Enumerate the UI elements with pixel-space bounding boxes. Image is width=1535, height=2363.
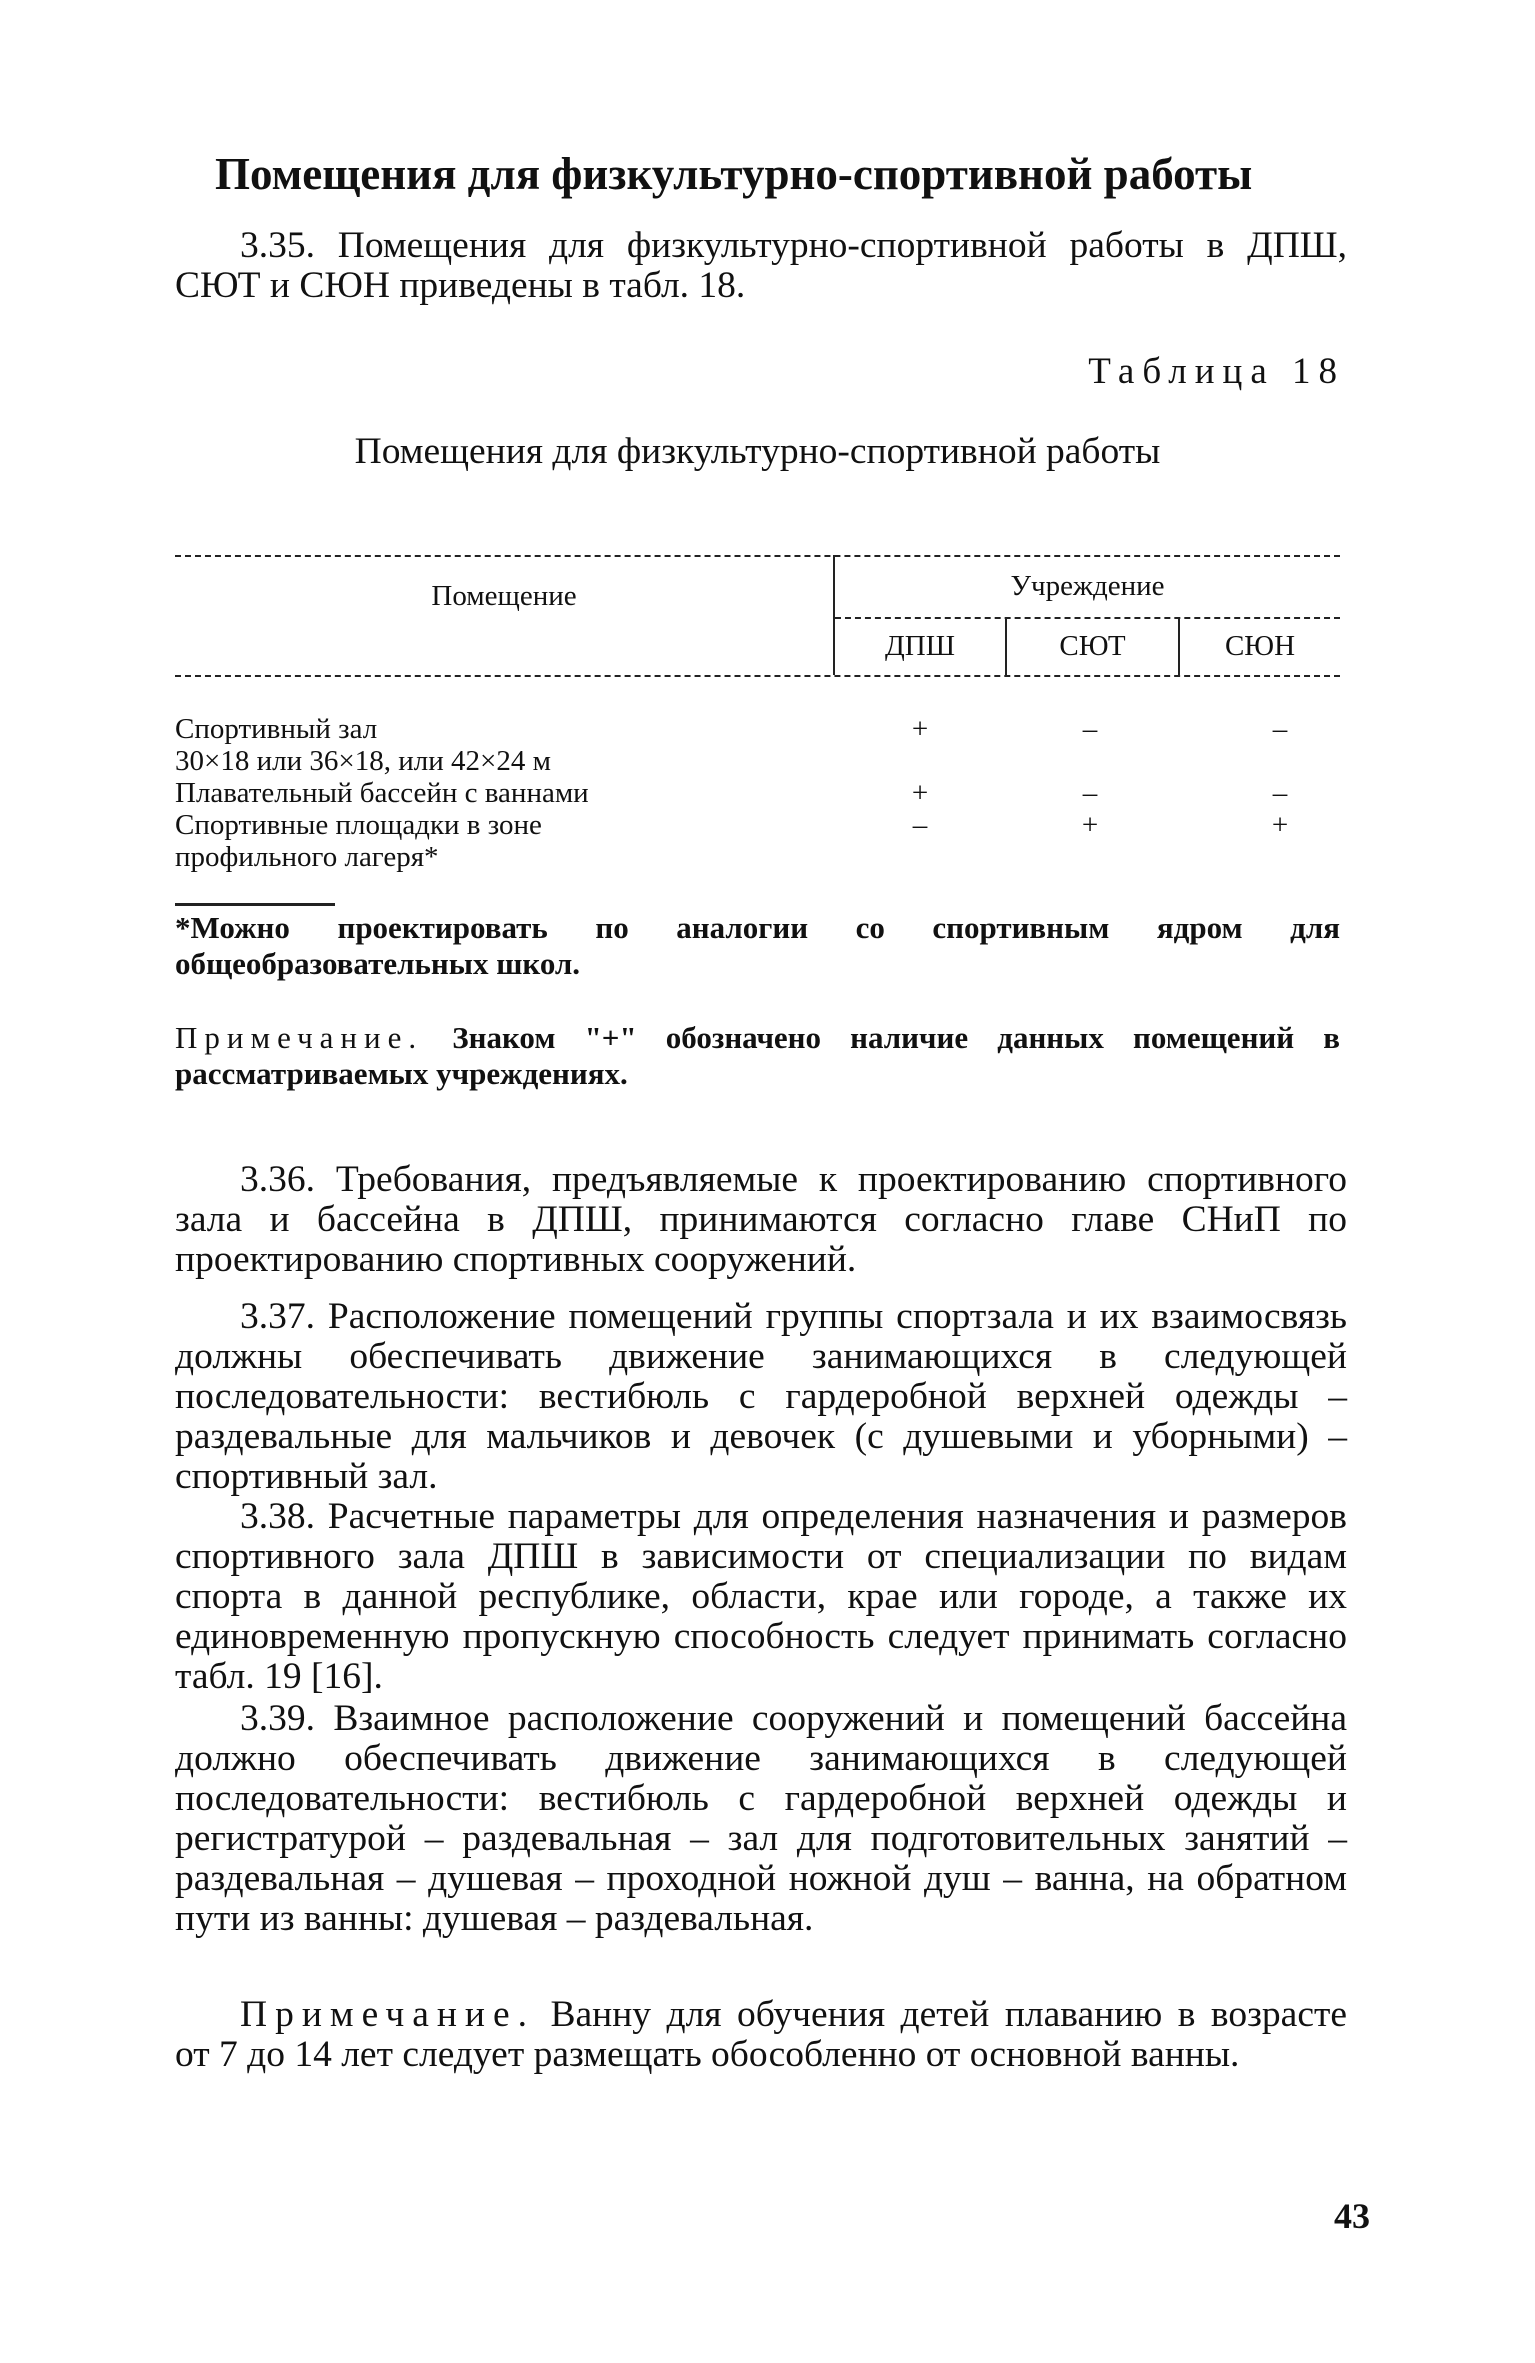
footnote: *Можно проектировать по аналогии со спортивным ядром для общеобразовательных школ. (175, 910, 1340, 981)
paragraph-3-38: 3.38. Расчетные параметры для определения назначения и размеров спортивного зала ДПШ в зависимости от специализации по видам спорта в данной республике, области, крае или городе, а также их единовременную пропускную способность следует принимать согласно табл. 19 [16]. (175, 1496, 1347, 1697)
row-label (175, 777, 735, 809)
row-label-line1: Спортивный зал (175, 713, 378, 745)
note-label: Примечание. (175, 1020, 424, 1055)
mark-syun: – (1272, 777, 1288, 809)
header-institution: Учреждение (1010, 570, 1165, 602)
header-room: Помещение (431, 580, 577, 612)
mark-syun: – (1272, 713, 1288, 745)
table-label: Таблица 18 (1088, 351, 1345, 392)
table-title: Помещения для физкультурно-спортивной работы (354, 431, 1161, 472)
mark-dpsh: – (912, 809, 928, 841)
mark-syun: + (1271, 809, 1289, 841)
mark-syut: – (1082, 713, 1098, 745)
table-top-rule (175, 555, 1340, 557)
row-label (175, 809, 735, 873)
paragraph-note (175, 1995, 1347, 2075)
header-col-dpsh: ДПШ (885, 630, 955, 662)
header-col-syut: СЮТ (1059, 630, 1126, 662)
paragraph-3-35: 3.35. Помещения для физкультурно-спортивной работы в ДПШ, СЮТ и СЮН приведены в табл. 18. (175, 225, 1347, 306)
row-label-line1: Спортивные площадки в зоне (175, 809, 542, 841)
mark-dpsh: + (911, 777, 929, 809)
row-label-line1: Плавательный бассейн с ваннами (175, 777, 589, 809)
row-label-line2: 30×18 или 36×18, или 42×24 м (175, 745, 551, 777)
page-number: 43 (1334, 2196, 1370, 2236)
mark-syut: – (1082, 777, 1098, 809)
note-text: Ванну для обучения детей плаванию в возрасте от 7 до 14 лет следует размещать обособленно от основной ванны. (175, 1994, 1348, 2075)
paragraph-3-36: 3.36. Требования, предъявляемые к проектированию спортивного зала и бассейна в ДПШ, принимаются согласно главе СНиП по проектированию спортивных сооружений. (175, 1159, 1347, 1280)
row-label-line2: профильного лагеря* (175, 841, 439, 873)
footnote-rule (175, 903, 335, 906)
note-text: Знаком "+" обозначено наличие данных помещений в рассматриваемых учреждениях. (175, 1020, 1341, 1091)
section-heading: Помещения для физкультурно-спортивной работы (215, 149, 1253, 199)
table-note (175, 1020, 1340, 1092)
paragraph-3-37: 3.37. Расположение помещений группы спортзала и их взаимосвязь должны обеспечивать движение занимающихся в следующей последовательности: вестибюль с гардеробной верхней одежды – раздевальные для мальчиков и девочек (с душевыми и уборными) – спортивный зал. (175, 1296, 1347, 1497)
mark-dpsh: + (911, 713, 929, 745)
header-col-syun: СЮН (1224, 630, 1296, 662)
row-label (175, 713, 735, 777)
paragraph-3-39: 3.39. Взаимное расположение сооружений и помещений бассейна должно обеспечивать движение занимающихся в следующей последовательности: вестибюль с гардеробной верхней одежды и регистратурой – раздевальная – зал для подготовительных занятий – раздевальная – душевая – проходной ножной душ – ванна, на обратном пути из ванны: душевая – раздевальная. (175, 1698, 1347, 1939)
mark-syut: + (1081, 809, 1099, 841)
header-mid-rule (835, 617, 1340, 619)
header-bottom-rule (175, 675, 1340, 677)
note-label: Примечание. (240, 1994, 536, 2035)
